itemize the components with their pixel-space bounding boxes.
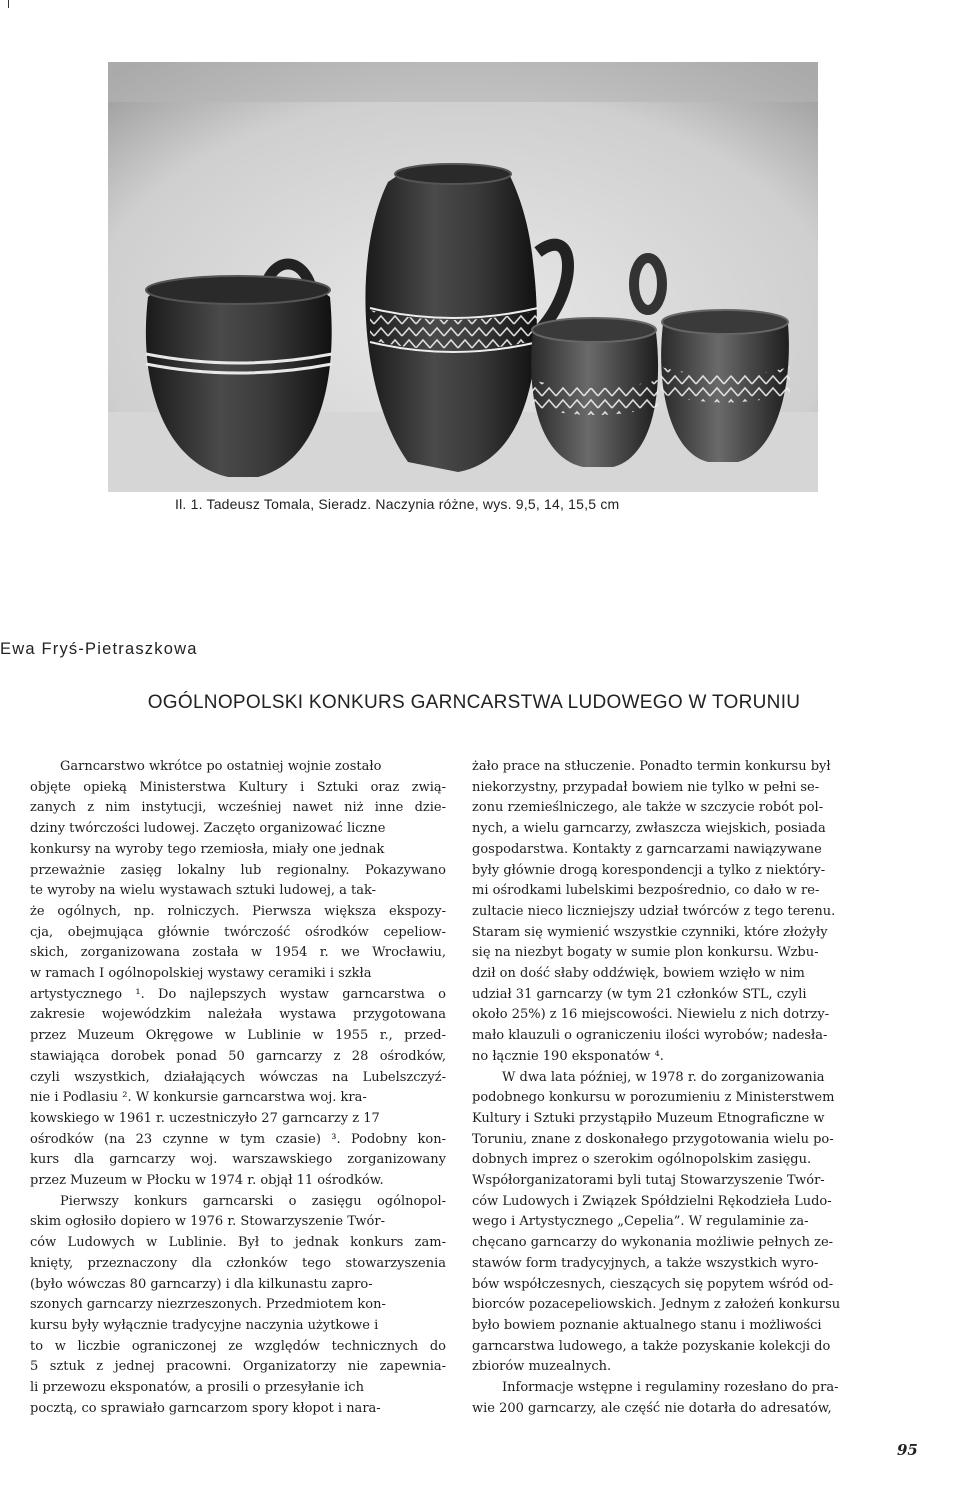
text-line: te wyroby na wielu wystawach sztuki ludowej, a tak- xyxy=(30,883,377,899)
text-line: kurs dla garncarzy woj. warszawskiego zorganizowany xyxy=(30,1152,446,1168)
text-column-right xyxy=(472,757,920,1420)
text-line: Informacje wstępne i regulaminy rozesłano do pra- xyxy=(502,1380,839,1396)
text-line: ców Ludowych i Związek Spółdzielni Rękodzieła Ludo- xyxy=(472,1193,832,1209)
text-line: stawiająca dorobek ponad 50 garncarzy z 28 ośrodków, xyxy=(30,1048,446,1064)
text-line: nie i Podlasiu ². W konkursie garncarstwa woj. kra- xyxy=(30,1090,367,1106)
text-line: no łącznie 190 eksponatów ⁴. xyxy=(472,1048,664,1064)
text-line: knięty, przeznaczony dla członków tego stowarzyszenia xyxy=(30,1255,446,1271)
text-line: około 25%) z 16 miejscowości. Niewielu z nich dotrzy- xyxy=(472,1007,830,1023)
text-line: kowskiego w 1961 r. uczestniczyło 27 garncarzy z 17 xyxy=(30,1110,380,1126)
text-line: się na niezbyt bogaty w sumie plon konkursu. Wzbu- xyxy=(472,945,819,961)
text-line: pocztą, co sprawiało garncarzom spory kłopot i nara- xyxy=(30,1400,381,1416)
text-line: przez Muzeum Okręgowe w Lublinie w 1955 r., przed- xyxy=(30,1028,446,1044)
text-line: garncarstwa ludowego, a także pozyskanie kolekcji do xyxy=(472,1338,831,1354)
text-line: dobnych imprez o szerokim ogólnopolskim zasięgu. xyxy=(472,1152,812,1168)
text-line: żało prace na stłuczenie. Ponadto termin konkursu był xyxy=(472,759,831,774)
text-line: zonu rzemieślniczego, ale także w szczycie robót pol- xyxy=(472,800,824,816)
text-line: Staram się wymienić wszystkie czynniki, które złożyły xyxy=(472,924,828,940)
text-line: kursu były wyłącznie tradycyjne naczynia użytkowe i xyxy=(30,1317,379,1333)
text-line: zanych z nim instytucji, wcześniej nawet niż inne dzie- xyxy=(30,800,446,816)
text-line: niekorzystny, przypadał bowiem nie tylko w pełni se- xyxy=(472,779,820,795)
text-line: w ramach I ogólnopolskiej wystawy ceramiki i szkła xyxy=(30,966,372,982)
page-number: 95 xyxy=(897,1441,918,1459)
text-line: gospodarstwa. Kontakty z garncarzami nawiązywane xyxy=(472,841,822,857)
text-line: W dwa lata później, w 1978 r. do zorganizowania xyxy=(502,1069,825,1085)
text-line: udział 31 garncarzy (w tym 21 członków STL, czyli xyxy=(472,986,807,1002)
text-line: mi ośrodkami lubelskimi bezpośrednio, co dało w re- xyxy=(472,883,820,899)
text-line: stawów form tradycyjnych, a także wszystkich wyro- xyxy=(472,1255,819,1271)
figure-caption: Il. 1. Tadeusz Tomala, Sieradz. Naczynia różne, wys. 9,5, 14, 15,5 cm xyxy=(175,496,620,512)
text-line: Pierwszy konkurs garncarski o zasięgu ogólnopol- xyxy=(60,1193,446,1209)
text-line: to w liczbie ograniczonej ze względów technicznych do xyxy=(30,1338,446,1354)
text-line: czyli wszystkich, działających wówczas na Lubelszczyź- xyxy=(30,1069,446,1085)
text-line: podobnego konkursu w porozumieniu z Ministerstwem xyxy=(472,1090,835,1106)
text-line: nych, a wielu garncarzy, zwłaszcza wiejskich, posiada xyxy=(472,821,826,837)
text-line: bów współczesnych, cieszących się popytem wśród od- xyxy=(472,1276,834,1292)
text-line: konkursy na wyroby tego rzemiosła, miały one jednak xyxy=(30,841,385,857)
text-line: wie 200 garncarzy, ale część nie dotarła do adresatów, xyxy=(472,1400,832,1416)
text-line: chęcano garncarzy do wykonania możliwie pełnych ze- xyxy=(472,1235,834,1251)
text-line: było bowiem poznanie aktualnego stanu i możliwości xyxy=(472,1317,822,1333)
text-line: wego i Artystycznego „Cepelia”. W regulaminie za- xyxy=(472,1214,809,1230)
text-line: skim ogłosiło dopiero w 1976 r. Stowarzyszenie Twór- xyxy=(30,1214,385,1230)
text-column-left xyxy=(30,757,446,1420)
text-line: Współorganizatorami byli tutaj Stowarzyszenie Twór- xyxy=(472,1173,825,1189)
text-line: cja, obejmująca głównie twórczość ośrodków cepeliow- xyxy=(30,924,446,940)
scan-mark xyxy=(8,0,9,8)
text-line: skich, zorganizowana została w 1954 r. we Wrocławiu, xyxy=(30,945,446,961)
text-line: zbiorów muzealnych. xyxy=(472,1359,612,1375)
text-line: 5 sztuk z jednej pracowni. Organizatorzy nie zapewnia- xyxy=(30,1359,446,1375)
text-line: Kultury i Sztuki przystąpiło Muzeum Etnograficzne w xyxy=(472,1110,825,1126)
text-line: Garncarstwo wkrótce po ostatniej wojnie zostało xyxy=(60,759,382,774)
text-line: Toruniu, znane z doskonałego przygotowania wielu po- xyxy=(472,1131,834,1147)
text-line: zultacie nieco liczniejszy udział twórców z tego terenu. xyxy=(472,903,836,919)
article-author: Ewa Fryś-Pietraszkowa xyxy=(0,640,198,658)
text-line: li przewozu eksponatów, a prosili o przesyłanie ich xyxy=(30,1380,364,1396)
text-line: przeważnie zasięg lokalny lub regionalny. Pokazywano xyxy=(30,862,446,878)
text-line: objęte opieką Ministerstwa Kultury i Sztuki oraz zwią- xyxy=(30,779,446,795)
text-line: że ogólnych, np. rolniczych. Pierwsza większa ekspozy- xyxy=(30,903,446,919)
text-line: (było wówczas 80 garncarzy) i dla kilkunastu zapro- xyxy=(30,1276,373,1292)
article-title: OGÓLNOPOLSKI KONKURS GARNCARSTWA LUDOWEGO W TORUNIU xyxy=(147,692,801,713)
text-line: szonych garncarzy niezrzeszonych. Przedmiotem kon- xyxy=(30,1297,386,1313)
pottery-photo xyxy=(108,62,818,492)
text-line: artystycznego ¹. Do najlepszych wystaw garncarstwa o xyxy=(30,986,446,1002)
text-line: przez Muzeum w Płocku w 1974 r. objął 11 ośrodków. xyxy=(30,1173,384,1189)
text-line: były głównie drogą korespondencji a tylko z niektóry- xyxy=(472,862,826,878)
text-line: dził on dość słaby oddźwięk, bowiem wzięło w nim xyxy=(472,966,805,982)
text-line: dziny twórczości ludowej. Zaczęto organizować liczne xyxy=(30,821,386,837)
text-line: ców Ludowych w Lublinie. Był to jednak konkurs zam- xyxy=(30,1235,446,1251)
text-line: zakresie wojewódzkim należała wystawa przygotowana xyxy=(30,1007,446,1023)
text-line: mało klauzuli o ograniczeniu ilości wyrobów; nadesła- xyxy=(472,1028,828,1044)
text-line: biorców pozacepeliowskich. Jednym z założeń konkursu xyxy=(472,1297,841,1313)
text-line: ośrodków (na 23 czynne w tym czasie) ³. Podobny kon- xyxy=(30,1131,446,1147)
